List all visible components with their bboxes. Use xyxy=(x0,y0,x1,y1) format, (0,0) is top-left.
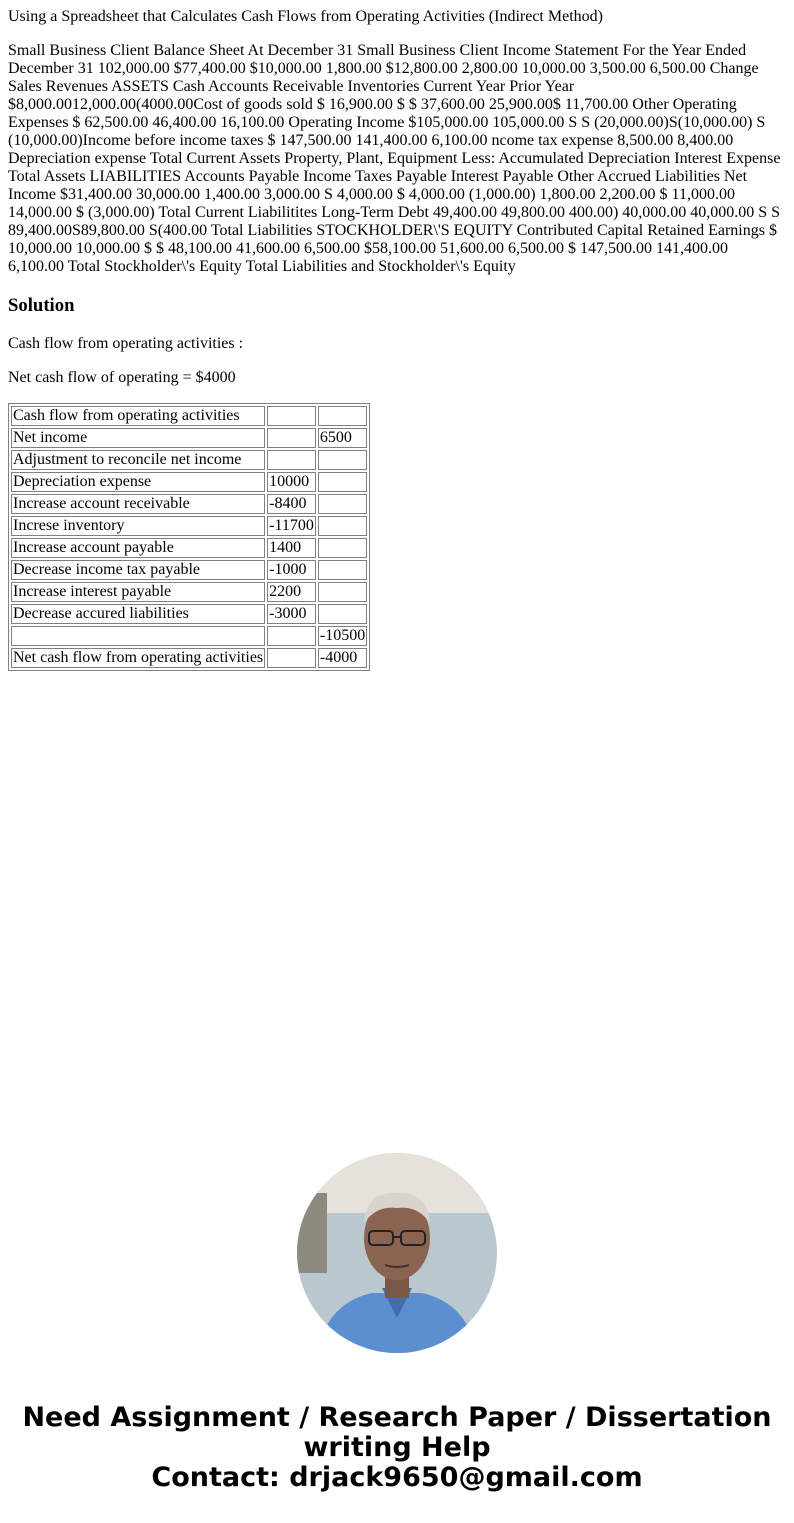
adjustment-value xyxy=(267,450,316,470)
author-avatar xyxy=(297,1153,497,1353)
adjustment-value xyxy=(267,428,316,448)
table-row xyxy=(11,516,367,536)
adjustment-value: -3000 xyxy=(267,604,316,624)
row-label: Cash flow from operating activities xyxy=(11,406,265,426)
total-value xyxy=(318,604,367,624)
row-label xyxy=(11,626,265,646)
row-label: Increase interest payable xyxy=(11,582,265,602)
total-value xyxy=(318,472,367,492)
total-value xyxy=(318,560,367,580)
total-value: -4000 xyxy=(318,648,367,668)
solution-intro: Cash flow from operating activities : xyxy=(8,335,244,352)
adjustment-value xyxy=(267,406,316,426)
row-label: Increse inventory xyxy=(11,516,265,536)
adjustment-value xyxy=(267,626,316,646)
total-value: 6500 xyxy=(318,428,367,448)
total-value xyxy=(318,406,367,426)
row-label: Increase account payable xyxy=(11,538,265,558)
row-label: Net cash flow from operating activities xyxy=(13,649,264,666)
adjustment-value: -11700 xyxy=(269,517,314,534)
total-value xyxy=(318,494,367,514)
table-row xyxy=(11,538,367,558)
row-label: Increase account receivable xyxy=(11,494,265,514)
page-title: Using a Spreadsheet that Calculates Cash Flows from Operating Activities (Indirect Method) xyxy=(8,8,603,25)
table-row xyxy=(11,406,367,426)
total-value xyxy=(318,538,367,558)
footer-contact: Contact: drjack9650@gmail.com xyxy=(151,1462,643,1493)
table-row xyxy=(11,472,367,492)
total-value: -10500 xyxy=(319,627,366,644)
adjustment-value: -1000 xyxy=(267,560,316,580)
table-row xyxy=(11,494,367,514)
row-label: Decrease accured liabilities xyxy=(11,604,265,624)
total-value xyxy=(318,582,367,602)
row-label: Decrease income tax payable xyxy=(11,560,265,580)
problem-text: Small Business Client Balance Sheet At December 31 Small Business Client Income Statement For the Year Ended December 31 102,000.00 $77,400.00 $10,000.00 1,800.00 $12,800.00 2,800.00 10,000.00 3,500.00 6,500.00 Change Sales Revenues ASSETS Cash Accounts Receivable Inventories Current Year Prior Year $8,000.0012,000.00(4000.00Cost of goods sold $ 16,900.00 $ $ 37,600.00 25,900.00$ 11,700.00 Other Operating Expenses $ 62,500.00 46,400.00 16,100.00 Operating Income $105,000.00 105,000.00 S S (20,000.00)S(10,000.00) S (10,000.00)Income before income taxes $ 147,500.00 141,400.00 6,100.00 ncome tax expense 8,500.00 8,400.00 Depreciation expense Total Current Assets Property, Plant, Equipment Less: Accumulated Depreciation Interest Expense Total Assets LIABILITIES Accounts Payable Income Taxes Payable Interest Payable Other Accrued Liabilities Net Income $31,400.00 30,000.00 1,400.00 3,000.00 S 4,000.00 $ 4,000.00 (1,000.00) 1,800.00 2,200.00 $ 11,000.00 14,000.00 $ (3,000.00) Total Current Liabilitites Long-Term Debt 49,400.00 49,800.00 400.00) 40,000.00 40,000.00 S S 89,400.00S89,800.00 S(400.00 Total Liabilities STOCKHOLDER\'S EQUITY Contributed Capital Retained Earnings $ 10,000.00 10,000.00 $ $ 48,100.00 41,600.00 6,500.00 $58,100.00 51,600.00 6,500.00 $ 147,500.00 141,400.00 6,100.00 Total Stockholder\'s Equity Total Liabilities and Stockholder\'s Equity xyxy=(8,42,781,275)
table-row xyxy=(11,560,367,580)
solution-heading: Solution xyxy=(8,295,75,316)
table-row xyxy=(11,626,367,646)
cash-flow-table xyxy=(8,403,370,671)
row-label: Depreciation expense xyxy=(11,472,265,492)
footer-line-2: writing Help xyxy=(303,1432,491,1463)
total-value xyxy=(318,516,367,536)
adjustment-value: -8400 xyxy=(267,494,316,514)
table-row xyxy=(11,648,367,668)
table-row xyxy=(11,582,367,602)
table-row xyxy=(11,428,367,448)
table-row xyxy=(11,450,367,470)
net-cash-line: Net cash flow of operating = $4000 xyxy=(8,369,236,386)
adjustment-value xyxy=(267,648,316,668)
table-row xyxy=(11,604,367,624)
adjustment-value: 2200 xyxy=(267,582,316,602)
row-label: Net income xyxy=(11,428,265,448)
footer-banner xyxy=(0,1403,794,1493)
row-label: Adjustment to reconcile net income xyxy=(11,450,265,470)
adjustment-value: 1400 xyxy=(267,538,316,558)
footer-line-1: Need Assignment / Research Paper / Dissertation xyxy=(22,1402,772,1433)
adjustment-value: 10000 xyxy=(267,472,316,492)
total-value xyxy=(318,450,367,470)
